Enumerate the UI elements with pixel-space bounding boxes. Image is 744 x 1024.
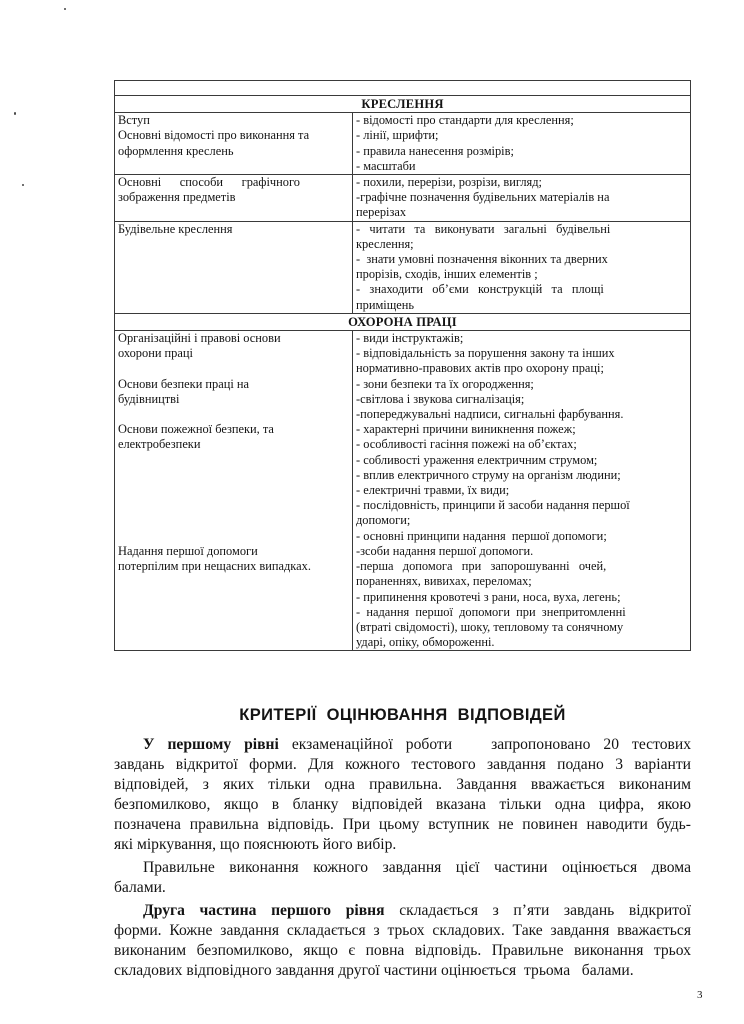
topic-cell: Будівельне креслення xyxy=(115,221,353,313)
criteria-body xyxy=(114,735,691,981)
scan-speck xyxy=(22,184,24,186)
paragraph-line: виконаним безпомилково, якщо є повна відповідь. Правильне виконання трьох xyxy=(114,942,691,959)
content-cell: - читати та виконувати загальні будівельні креслення; - знати умовні позначення віконних та дверних прорізів, сходів, інших елементів ; - знаходити об’єми конструкцій та площі приміщень xyxy=(353,221,691,313)
table-row xyxy=(115,113,691,175)
page-number: 3 xyxy=(697,989,703,1001)
paragraph-line: балами. xyxy=(114,879,166,896)
section-header-row xyxy=(115,96,691,113)
content-cell: - похили, перерізи, розрізи, вигляд; -графічне позначення будівельних матеріалів на перерізах xyxy=(353,175,691,222)
topic-cell: Вступ Основні відомості про виконання та оформлення креслень xyxy=(115,113,353,175)
paragraph-line: безпомилково, якщо в бланку відповідей вказана тільки одна цифра, якою xyxy=(114,796,691,813)
criteria-title: КРИТЕРІЇ ОЦІНЮВАННЯ ВІДПОВІДЕЙ xyxy=(239,706,566,724)
bold-lead: Друга частина першого рівня xyxy=(143,902,385,919)
paragraph-line: позначена правильна відповідь. При цьому вступник не повинен наводити будь- xyxy=(114,816,691,833)
paragraph-line: які міркування, що пояснюють його вибір. xyxy=(114,836,397,853)
paragraph-line: завдань відкритої форми. Для кожного тестового завдання подано 3 варіанти xyxy=(114,756,691,773)
paragraph-line: складових відповідного завдання другої частини оцінюється трьома балами. xyxy=(114,962,634,979)
paragraph-line: У першому рівні екзаменаційної роботи запропоновано 20 тестових xyxy=(143,736,691,753)
bold-lead: У першому рівні xyxy=(143,736,279,753)
content-cell: - види інструктажів; - відповідальність за порушення закону та інших нормативно-правових актів про охорону праці; - зони безпеки та їх огородження; -світлова і звукова сигналізація; -попереджувальні надписи, сигнальні фарбування. - характерні причини виникнення пожеж; - особливості гасіння пожежі на об’єктах; - собливості ураження електричним струмом; - вплив електричного струму на організм людини; - електричні травми, їх види; - послідовність, принципи й засоби надання першої допомоги; - основні принципи надання першої допомоги; -зсоби надання першої допомоги. -перша допомога при запорошуванні очей, пораненнях, вивихах, переломах; - припинення кровотечі з рани, носа, вуха, легень; - надання першої допомоги при знепритомленні (втраті свідомості), шоку, тепловому та сонячному ударі, опіку, обмороженні. xyxy=(353,331,691,651)
scan-speck xyxy=(64,8,66,10)
table-row xyxy=(115,331,691,651)
paragraph-line: форми. Кожне завдання складається з трьох складових. Таке завдання вважається xyxy=(114,922,691,939)
curriculum-table xyxy=(114,80,691,651)
paragraph-line: відповідей, з яких тільки одна правильна. Завдання вважається виконаним xyxy=(114,776,691,793)
table-row xyxy=(115,175,691,222)
content-cell: - відомості про стандарти для креслення; - лінії, шрифти; - правила нанесення розмірів; - масштаби xyxy=(353,113,691,175)
paragraph-line: Правильне виконання кожного завдання цієї частини оцінюється двома xyxy=(143,859,691,876)
section-header-drawing: КРЕСЛЕННЯ xyxy=(115,96,691,113)
topic-cell: Основні способи графічного зображення предметів xyxy=(115,175,353,222)
table-row xyxy=(115,221,691,313)
scan-speck xyxy=(14,112,16,115)
section-header-safety: ОХОРОНА ПРАЦІ xyxy=(115,313,691,330)
paragraph-line: Друга частина першого рівня складається з п’яти завдань відкритої xyxy=(143,902,691,919)
topic-cell: Організаційні і правові основи охорони праці Основи безпеки праці на будівництві Основи пожежної безпеки, та електробезпеки Надання першої допомоги потерпілим при нещасних випадках. xyxy=(115,331,353,651)
section-header-row xyxy=(115,313,691,330)
table-blank-row xyxy=(115,81,691,96)
